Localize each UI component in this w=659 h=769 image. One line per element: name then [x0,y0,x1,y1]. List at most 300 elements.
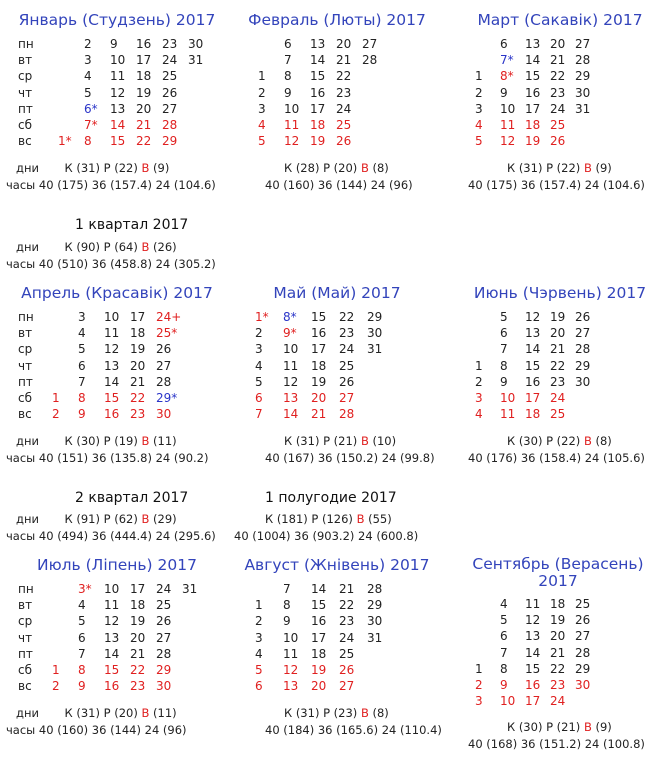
weekday-label: пт [18,374,33,389]
day-cell: 5 [475,134,483,149]
day-cell: 21 [136,118,152,132]
day-cell: 7 [255,407,263,422]
day-cell: 8* [283,310,297,324]
day-cell: 17 [130,582,146,596]
day-cell: 1 [475,358,483,373]
day-cell: 2 [84,37,92,51]
day-cell: 9 [500,374,508,389]
day-cell: 20 [550,629,566,644]
day-cell: 11 [525,597,541,611]
month-title: Февраль (Люты) 2017 [248,11,426,29]
day-cell: 26 [156,614,172,629]
day-cell: 17 [525,101,541,116]
day-cell: 13 [283,391,299,405]
day-cell: 8 [284,69,292,84]
day-cell: 26 [550,134,566,149]
day-cell: 3* [78,582,92,596]
day-cell: 14 [311,582,327,596]
day-cell: 26 [339,374,355,389]
days-v: (55) [364,512,392,526]
day-cell: 18 [525,407,541,422]
days-v-letter: В [141,706,150,721]
days-label: дни [16,434,39,449]
day-cell: 5 [255,374,263,389]
day-cell: 7* [500,53,514,68]
day-cell: 17 [525,694,541,709]
day-cell: 18 [310,118,326,132]
day-cell: 31 [367,342,383,357]
day-cell: 5 [84,85,92,100]
day-cell: 28 [339,407,355,422]
days-v: (10) [368,434,397,449]
day-cell: 25 [336,118,352,132]
day-cell: 20 [336,37,352,51]
quarter-title: 1 квартал 2017 [75,217,189,233]
day-cell: 6 [500,629,508,644]
day-cell: 11 [104,326,120,341]
days-kr: К (31) Р (21) [284,434,361,449]
day-cell: 26 [336,134,352,149]
hours-summary [265,178,413,192]
hours-label: часы [6,257,36,271]
hours-values: 40 (168) 36 (151.2) 24 (100.8) [468,737,645,752]
day-cell: 14 [110,118,126,132]
days-label: дни [16,240,39,254]
day-cell: 7* [84,118,98,132]
hours-label: часы [6,451,36,466]
day-cell: 8 [84,134,92,149]
day-cell: 4 [255,358,263,373]
hours-values: 40 (151) 36 (135.8) 24 (90.2) [38,451,209,466]
day-cell: 30 [575,85,591,100]
day-cell: 20 [130,358,146,373]
days-v-letter: В [583,720,592,735]
weekday-label: вт [18,598,33,613]
day-cell: 23 [130,407,146,422]
weekday-label: вс [18,134,32,149]
weekday-label: сб [18,118,32,132]
days-summary [507,720,612,734]
day-cell: 1 [258,69,266,84]
day-cell: 10 [500,391,516,405]
day-cell: 29 [156,663,172,677]
hours-summary [6,178,216,192]
days-summary [265,512,392,526]
days-label: дни [16,512,39,526]
weekday-label: чт [18,630,33,645]
day-cell: 21 [550,53,566,68]
day-cell: 3 [255,630,263,645]
day-cell: 2 [255,326,263,341]
day-cell: 13 [283,679,299,694]
day-cell: 25 [339,358,355,373]
day-cell: 24 [156,582,172,596]
days-label: дни [16,706,39,721]
day-cell: 27 [575,37,591,51]
day-cell: 9 [500,85,508,100]
day-cell: 13 [310,37,326,51]
day-cell: 13 [104,358,120,373]
days-summary [16,240,177,254]
hours-values: 40 (175) 36 (157.4) 24 (104.6) [38,178,216,193]
days-kr: К (31) Р (22) [507,161,584,176]
day-cell: 16 [525,374,541,389]
day-cell: 8* [500,69,514,84]
day-cell: 22 [136,134,152,149]
day-cell: 12 [283,663,299,677]
days-v-letter: В [356,512,365,526]
weekday-label: пт [18,646,33,661]
day-cell: 13 [110,101,126,116]
hours-values: 40 (184) 36 (165.6) 24 (110.4) [265,723,442,738]
days-v-letter: В [141,512,150,526]
day-cell: 27 [162,101,178,116]
day-cell: 23 [162,37,178,51]
day-cell: 25* [156,326,178,341]
day-cell: 15 [104,663,120,677]
day-cell: 14 [525,342,541,357]
days-kr: К (28) Р (20) [284,161,361,176]
day-cell: 1* [58,134,72,149]
day-cell: 11 [283,358,299,373]
days-summary [284,434,396,448]
day-cell: 21 [130,374,146,389]
day-cell: 11 [104,598,120,613]
hours-summary [468,451,645,465]
day-cell: 20 [550,37,566,51]
day-cell: 6 [78,358,86,373]
day-cell: 27 [339,679,355,694]
day-cell: 23 [130,679,146,694]
day-cell: 11 [500,407,516,422]
day-cell: 6 [500,326,508,341]
hours-summary [468,737,645,751]
hours-values: 40 (510) 36 (458.8) 24 (305.2) [38,257,216,271]
month-title: Январь (Студзень) 2017 [18,11,216,29]
day-cell: 10 [104,582,120,596]
day-cell: 18 [311,358,327,373]
day-cell: 21 [550,645,566,660]
day-cell: 5 [500,310,508,324]
day-cell: 14 [525,645,541,660]
day-cell: 12 [525,613,541,628]
day-cell: 22 [339,598,355,613]
hours-values: 40 (1004) 36 (903.2) 24 (600.8) [234,529,419,543]
day-cell: 1 [255,598,263,613]
day-cell: 23 [550,374,566,389]
days-kr: К (90) Р (64) [64,240,142,254]
day-cell: 24 [336,101,352,116]
day-cell: 18 [136,69,152,84]
weekday-label: пн [18,310,34,324]
hours-values: 40 (160) 36 (144) 24 (96) [38,723,187,738]
day-cell: 7 [78,374,86,389]
day-cell: 11 [284,118,300,132]
days-v: (9) [591,720,612,735]
day-cell: 6 [500,37,508,51]
month-title: Апрель (Красавік) 2017 [21,284,213,302]
day-cell: 22 [130,391,146,405]
hours-summary [265,451,435,465]
days-v-letter: В [141,240,150,254]
weekday-label: сб [18,663,32,677]
day-cell: 4 [500,597,508,611]
days-v: (26) [149,240,177,254]
day-cell: 19 [130,614,146,629]
day-cell: 23 [339,326,355,341]
day-cell: 28 [162,118,178,132]
day-cell: 8 [283,598,291,613]
hours-label: часы [6,723,36,738]
day-cell: 4 [255,646,263,661]
day-cell: 27 [156,358,172,373]
day-cell: 14 [283,407,299,422]
weekday-label: вт [18,326,33,341]
day-cell: 9 [284,85,292,100]
weekday-label: ср [18,342,33,357]
days-v: (8) [368,161,389,176]
weekday-label: чт [18,358,33,373]
day-cell: 7 [500,342,508,357]
day-cell: 1 [475,69,483,84]
day-cell: 28 [575,342,591,357]
day-cell: 29 [367,598,383,613]
day-cell: 31 [182,582,198,596]
days-v-letter: В [360,434,369,449]
day-cell: 30 [367,614,383,629]
half-year-title: 1 полугодие 2017 [265,490,397,506]
day-cell: 15 [110,134,126,149]
day-cell: 17 [311,630,327,645]
days-summary [284,706,389,720]
days-kr: К (30) Р (21) [507,720,584,735]
day-cell: 24 [162,53,178,68]
day-cell: 11 [110,69,126,84]
day-cell: 10 [283,342,299,357]
day-cell: 1 [52,663,60,677]
month-title: Август (Жнівень) 2017 [244,556,430,574]
day-cell: 18 [525,118,541,132]
day-cell: 2 [475,85,483,100]
day-cell: 29 [575,358,591,373]
day-cell: 4 [78,598,86,613]
day-cell: 16 [104,679,120,694]
days-kr: К (30) Р (19) [64,434,142,449]
day-cell: 16 [525,85,541,100]
day-cell: 7 [283,582,291,596]
days-kr: К (91) Р (62) [64,512,142,526]
day-cell: 19 [136,85,152,100]
day-cell: 19 [550,310,566,324]
day-cell: 3 [255,342,263,357]
day-cell: 10 [500,694,516,709]
day-cell: 4 [78,326,86,341]
day-cell: 28 [367,582,383,596]
hours-summary [6,723,187,737]
hours-summary [6,451,208,465]
day-cell: 14 [525,53,541,68]
day-cell: 18 [550,597,566,611]
days-v-letter: В [141,434,150,449]
day-cell: 23 [339,614,355,629]
days-v-letter: В [360,706,369,721]
day-cell: 30 [188,37,204,51]
days-summary [284,161,389,175]
day-cell: 10 [110,53,126,68]
day-cell: 4 [475,118,483,132]
day-cell: 21 [336,53,352,68]
day-cell: 7 [500,645,508,660]
day-cell: 15 [525,358,541,373]
day-cell: 12 [104,614,120,629]
day-cell: 20 [550,326,566,341]
day-cell: 9 [78,407,86,422]
weekday-label: чт [18,85,33,100]
day-cell: 14 [104,646,120,661]
days-kr: К (181) Р (126) [265,512,357,526]
day-cell: 9 [78,679,86,694]
day-cell: 13 [525,326,541,341]
hours-values: 40 (175) 36 (157.4) 24 (104.6) [468,178,645,193]
day-cell: 26 [575,613,591,628]
days-summary [16,706,177,720]
day-cell: 2 [52,407,60,422]
days-kr: К (31) Р (22) [64,161,142,176]
day-cell: 19 [550,613,566,628]
day-cell: 25 [575,597,591,611]
weekday-label: вс [18,407,32,422]
weekday-label: сб [18,391,32,405]
day-cell: 19 [525,134,541,149]
day-cell: 4 [475,407,483,422]
day-cell: 25 [162,69,178,84]
day-cell: 19 [311,374,327,389]
day-cell: 3 [84,53,92,68]
day-cell: 17 [136,53,152,68]
day-cell: 16 [311,326,327,341]
day-cell: 27 [339,391,355,405]
day-cell: 1 [52,391,60,405]
day-cell: 10 [283,630,299,645]
day-cell: 19 [130,342,146,357]
day-cell: 6 [255,391,263,405]
day-cell: 12 [110,85,126,100]
hours-summary [468,178,645,192]
day-cell: 27 [575,629,591,644]
day-cell: 5 [258,134,266,149]
day-cell: 16 [310,85,326,100]
day-cell: 5 [78,614,86,629]
hours-values: 40 (494) 36 (444.4) 24 (295.6) [38,529,216,543]
day-cell: 8 [500,661,508,676]
days-v-letter: В [141,161,150,176]
day-cell: 12 [283,374,299,389]
day-cell: 26 [156,342,172,357]
hours-summary [6,529,216,543]
day-cell: 21 [311,407,327,422]
day-cell: 26 [339,663,355,677]
day-cell: 20 [311,679,327,694]
day-cell: 22 [339,310,355,324]
day-cell: 29 [575,69,591,84]
days-v-letter: В [583,161,592,176]
day-cell: 5 [78,342,86,357]
day-cell: 28 [575,53,591,68]
day-cell: 1* [255,310,269,324]
day-cell: 15 [104,391,120,405]
days-kr: К (30) Р (22) [507,434,584,449]
days-kr: К (31) Р (20) [64,706,142,721]
day-cell: 2 [52,679,60,694]
day-cell: 24 [550,694,566,709]
weekday-label: пт [18,101,33,116]
day-cell: 6* [84,101,98,116]
day-cell: 26 [162,85,178,100]
day-cell: 23 [550,678,566,692]
day-cell: 16 [311,614,327,629]
day-cell: 17 [310,101,326,116]
day-cell: 2 [255,614,263,629]
day-cell: 27 [575,326,591,341]
day-cell: 29 [367,310,383,324]
day-cell: 15 [311,598,327,613]
day-cell: 25 [550,118,566,132]
day-cell: 8 [78,663,86,677]
day-cell: 9 [110,37,118,51]
day-cell: 24 [550,391,566,405]
month-title: Июнь (Чэрвень) 2017 [473,284,647,302]
day-cell: 30 [575,678,591,692]
day-cell: 28 [156,646,172,661]
day-cell: 15 [525,661,541,676]
days-v: (8) [591,434,612,449]
day-cell: 2 [475,374,483,389]
day-cell: 20 [136,101,152,116]
hours-values: 40 (167) 36 (150.2) 24 (99.8) [265,451,435,466]
day-cell: 6 [78,630,86,645]
weekday-label: пн [18,37,34,51]
days-v: (9) [591,161,612,176]
day-cell: 25 [339,646,355,661]
day-cell: 26 [575,310,591,324]
hours-label: часы [6,529,36,543]
day-cell: 9 [500,678,508,692]
day-cell: 21 [130,646,146,661]
day-cell: 13 [104,630,120,645]
days-v: (29) [149,512,177,526]
day-cell: 12 [284,134,300,149]
days-v-letter: В [360,161,369,176]
day-cell: 16 [104,407,120,422]
days-summary [507,161,612,175]
hours-label: часы [6,178,36,193]
days-v: (11) [149,706,177,721]
quarter-title: 2 квартал 2017 [75,490,189,506]
day-cell: 20 [130,630,146,645]
day-cell: 24 [339,630,355,645]
day-cell: 22 [130,663,146,677]
day-cell: 23 [336,85,352,100]
day-cell: 3 [258,101,266,116]
day-cell: 29* [156,391,178,405]
day-cell: 3 [78,310,86,324]
day-cell: 2 [475,678,483,692]
days-v-letter: В [583,434,592,449]
day-cell: 28 [575,645,591,660]
day-cell: 30 [367,326,383,341]
day-cell: 15 [525,69,541,84]
day-cell: 3 [475,694,483,709]
